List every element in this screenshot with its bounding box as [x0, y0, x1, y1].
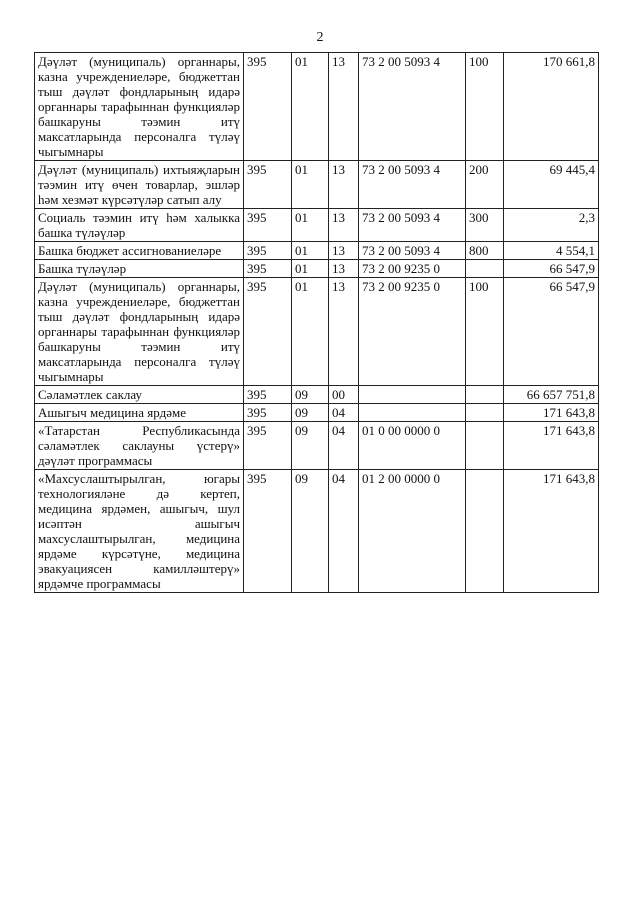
ministry-code: 395	[244, 422, 292, 470]
target-article-code: 73 2 00 5093 4	[359, 53, 466, 161]
row-name: Дәүләт (муниципаль) органнары, казна учреждениеләре, бюджеттан тыш дәүләт фондларының идарә органнары тарафыннан функцияләр башкаруны тәэмин итү максатларында персоналга түләү чыгымнары	[35, 53, 244, 161]
section-code: 01	[292, 53, 329, 161]
amount: 66 547,9	[504, 278, 599, 386]
expense-type-code: 100	[466, 53, 504, 161]
section-code: 01	[292, 161, 329, 209]
table-row	[35, 53, 599, 161]
subsection-code: 13	[329, 161, 359, 209]
table-row	[35, 278, 599, 386]
expense-type-code: 800	[466, 242, 504, 260]
amount: 171 643,8	[504, 422, 599, 470]
table-row	[35, 161, 599, 209]
amount: 2,3	[504, 209, 599, 242]
row-name: Социаль тәэмин итү һәм халыкка башка түләүләр	[35, 209, 244, 242]
expense-type-code	[466, 260, 504, 278]
amount: 170 661,8	[504, 53, 599, 161]
section-code: 09	[292, 386, 329, 404]
ministry-code: 395	[244, 260, 292, 278]
subsection-code: 13	[329, 242, 359, 260]
ministry-code: 395	[244, 386, 292, 404]
target-article-code: 01 0 00 0000 0	[359, 422, 466, 470]
section-code: 01	[292, 209, 329, 242]
row-name: Сәламәтлек саклау	[35, 386, 244, 404]
table-row	[35, 260, 599, 278]
subsection-code: 13	[329, 209, 359, 242]
expense-type-code	[466, 404, 504, 422]
ministry-code: 395	[244, 242, 292, 260]
section-code: 09	[292, 470, 329, 593]
row-name: «Махсуслаштырылган, югары технологияләне дә кертеп, медицина ярдәмен, ашыгыч, шул исәптән ашыгыч махсуслаштырылган, медицина ярдәме күрсәтүне, медицина эвакуациясен камилләштерү» ярдәмче программасы	[35, 470, 244, 593]
amount: 66 547,9	[504, 260, 599, 278]
amount: 171 643,8	[504, 470, 599, 593]
table-row	[35, 386, 599, 404]
expense-type-code	[466, 422, 504, 470]
expense-type-code	[466, 386, 504, 404]
ministry-code: 395	[244, 53, 292, 161]
row-name: Ашыгыч медицина ярдәме	[35, 404, 244, 422]
subsection-code: 13	[329, 278, 359, 386]
section-code: 01	[292, 242, 329, 260]
ministry-code: 395	[244, 470, 292, 593]
table-row	[35, 470, 599, 593]
section-code: 01	[292, 260, 329, 278]
expense-type-code: 200	[466, 161, 504, 209]
target-article-code: 73 2 00 9235 0	[359, 278, 466, 386]
subsection-code: 13	[329, 260, 359, 278]
subsection-code: 04	[329, 470, 359, 593]
subsection-code: 13	[329, 53, 359, 161]
row-name: Дәүләт (муниципаль) органнары, казна учреждениеләре, бюджеттан тыш дәүләт фондларының идарә органнары тарафыннан функцияләр башкаруны тәэмин итү максатларында персоналга түләү чыгымнары	[35, 278, 244, 386]
table-row	[35, 422, 599, 470]
subsection-code: 00	[329, 386, 359, 404]
amount: 69 445,4	[504, 161, 599, 209]
amount: 66 657 751,8	[504, 386, 599, 404]
budget-table	[34, 52, 599, 593]
target-article-code	[359, 386, 466, 404]
page-number: 2	[316, 30, 324, 45]
section-code: 09	[292, 404, 329, 422]
ministry-code: 395	[244, 209, 292, 242]
table-row	[35, 404, 599, 422]
section-code: 09	[292, 422, 329, 470]
row-name: Башка бюджет ассигнованиеләре	[35, 242, 244, 260]
target-article-code: 01 2 00 0000 0	[359, 470, 466, 593]
ministry-code: 395	[244, 278, 292, 386]
expense-type-code: 100	[466, 278, 504, 386]
table-row	[35, 209, 599, 242]
subsection-code: 04	[329, 422, 359, 470]
target-article-code: 73 2 00 5093 4	[359, 242, 466, 260]
row-name: Башка түләүләр	[35, 260, 244, 278]
subsection-code: 04	[329, 404, 359, 422]
target-article-code	[359, 404, 466, 422]
target-article-code: 73 2 00 5093 4	[359, 161, 466, 209]
table-row	[35, 242, 599, 260]
target-article-code: 73 2 00 5093 4	[359, 209, 466, 242]
row-name: «Татарстан Республикасында сәламәтлек саклауны үстерү» дәүләт программасы	[35, 422, 244, 470]
ministry-code: 395	[244, 404, 292, 422]
expense-type-code: 300	[466, 209, 504, 242]
amount: 4 554,1	[504, 242, 599, 260]
section-code: 01	[292, 278, 329, 386]
ministry-code: 395	[244, 161, 292, 209]
expense-type-code	[466, 470, 504, 593]
row-name: Дәүләт (муниципаль) ихтыяҗларын тәэмин итү өчен товарлар, эшләр һәм хезмәт күрсәтүләр сатып алу	[35, 161, 244, 209]
target-article-code: 73 2 00 9235 0	[359, 260, 466, 278]
amount: 171 643,8	[504, 404, 599, 422]
